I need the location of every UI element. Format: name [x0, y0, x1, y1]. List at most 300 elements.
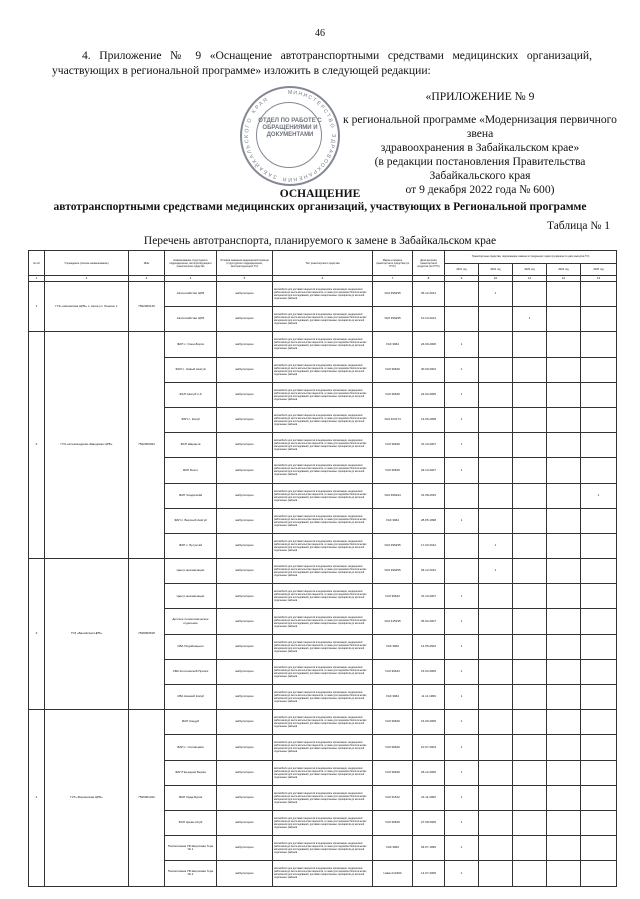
cell-year-mark	[479, 836, 513, 861]
table-body	[29, 276, 617, 887]
stamp-ring-letter: О	[318, 161, 326, 169]
cell-year-mark	[479, 407, 513, 432]
cell-year-mark	[445, 307, 479, 332]
stamp-ring-letter: Ь	[245, 144, 252, 149]
stamp-ring-letter: Р	[254, 104, 262, 111]
cell-date: 11.11.1999	[413, 685, 445, 710]
cell-year-mark	[513, 785, 547, 810]
cell-type: автомобили для доставки пациентов в медицинские организации, медицинских работников до места жительства пациентов, а также для перевозки биологических материалов для исследований, доставки лекарственных препаратов до жителей отдаленных районов	[273, 634, 373, 659]
stamp-ring-letter: Е	[315, 100, 322, 108]
cell-date: 26.12.2005	[413, 760, 445, 785]
group-organization: ГУЗ «Александрово-Заводская ЦРБ»	[45, 332, 129, 559]
cell-year-mark	[581, 282, 617, 307]
cell-conditions: амбулаторно	[217, 785, 273, 810]
cell-year-mark	[547, 282, 581, 307]
cell-unit: Детское поликлиническое отделение	[165, 609, 217, 634]
cell-conditions: амбулаторно	[217, 810, 273, 835]
cell-year-mark	[513, 407, 547, 432]
stamp-center-text: ОТДЕЛ ПО РАБОТЕ С ОБРАЩЕНИЯМИ И ДОКУМЕНТАМИ	[258, 118, 322, 138]
cell-year-mark	[581, 382, 617, 407]
header-brand: Марка и модель транспортного средства (по ПТС)	[373, 251, 413, 276]
cell-year-mark	[479, 584, 513, 609]
cell-year-mark: 1	[445, 332, 479, 357]
cell-year-mark	[547, 407, 581, 432]
stamp-ring-letter: А	[257, 100, 265, 108]
stamp-ring-letter: И	[288, 176, 292, 182]
cell-year-mark	[547, 357, 581, 382]
cell-year-mark	[581, 357, 617, 382]
cell-brand: УАЗ 396294	[373, 483, 413, 508]
appendix-line: (в редакции постановления Правительства	[374, 155, 586, 168]
cell-year-mark	[547, 533, 581, 558]
cell-year-mark	[547, 584, 581, 609]
table-row	[29, 559, 617, 584]
page-number: 46	[315, 28, 325, 39]
cell-unit: Центр механизации	[165, 584, 217, 609]
cell-type: автомобили для доставки пациентов в медицинские организации, медицинских работников до места жительства пациентов, а также для перевозки биологических материалов для исследований, доставки лекарственных препаратов до жителей отдаленных районов	[273, 785, 373, 810]
cell-brand: УАЗ 396295	[373, 282, 413, 307]
cell-year-mark: 1	[445, 584, 479, 609]
cell-year-mark	[479, 785, 513, 810]
stamp-ring-letter: Р	[328, 143, 336, 149]
cell-year-mark: 1	[445, 634, 479, 659]
cell-year-mark	[479, 382, 513, 407]
cell-year-mark: 1	[445, 810, 479, 835]
appendix-line: Забайкальского края	[429, 169, 531, 182]
cell-date: 05.12.2013	[413, 282, 445, 307]
cell-year-mark	[547, 483, 581, 508]
stamp-ring-letter: С	[321, 108, 329, 115]
column-number: 1	[29, 276, 45, 282]
cell-year-mark: 1	[445, 785, 479, 810]
cell-year-mark: 1	[445, 382, 479, 407]
stamp-ring-letter: М	[288, 90, 293, 96]
cell-date: 14.07.2005	[413, 861, 445, 886]
stamp-ring-letter: А	[307, 170, 314, 178]
cell-year-mark	[547, 382, 581, 407]
cell-year-mark	[479, 433, 513, 458]
cell-year-mark	[581, 760, 617, 785]
cell-unit: ФАП с. Верхний Акатуй	[165, 508, 217, 533]
cell-year-mark	[513, 382, 547, 407]
cell-year-mark: 1	[581, 483, 617, 508]
cell-year-mark	[513, 508, 547, 533]
cell-year-mark	[479, 332, 513, 357]
cell-year-mark	[479, 659, 513, 684]
cell-year-mark	[513, 634, 547, 659]
cell-conditions: амбулаторно	[217, 433, 273, 458]
cell-conditions: амбулаторно	[217, 282, 273, 307]
cell-year-mark	[513, 458, 547, 483]
stamp-ring-letter: Е	[298, 174, 303, 182]
cell-type: автомобили для доставки пациентов в медицинские организации, медицинских работников до места жительства пациентов, а также для перевозки биологических материалов для исследований, доставки лекарственных препаратов до жителей отдаленных районов	[273, 533, 373, 558]
stamp-ring-letter: Х	[315, 164, 323, 172]
cell-type: автомобили для доставки пациентов в медицинские организации, медицинских работников до места жительства пациентов, а также для перевозки биологических материалов для исследований, доставки лекарственных препаратов до жителей отдаленных районов	[273, 483, 373, 508]
cell-year-mark	[581, 458, 617, 483]
stamp-ring-letter: А	[258, 164, 265, 172]
column-number: 7	[373, 276, 413, 282]
cell-type: автомобили для доставки пациентов в медицинские организации, медицинских работников до места жительства пациентов, а также для перевозки биологических материалов для исследований, доставки лекарственных препаратов до жителей отдаленных районов	[273, 433, 373, 458]
header-year: 2021 год	[445, 263, 479, 276]
document-title	[0, 188, 640, 214]
cell-year-mark	[547, 785, 581, 810]
cell-date: 22.03.2005	[413, 382, 445, 407]
cell-year-mark	[479, 508, 513, 533]
cell-year-mark	[513, 584, 547, 609]
cell-type: автомобили для доставки пациентов в медицинские организации, медицинских работников до места жительства пациентов, а также для перевозки биологических материалов для исследований, доставки лекарственных препаратов до жителей отдаленных районов	[273, 659, 373, 684]
stamp-ring-letter: З	[272, 172, 278, 180]
cell-unit: СВА Подойницыно	[165, 634, 217, 659]
cell-year-mark	[479, 307, 513, 332]
cell-year-mark	[547, 836, 581, 861]
cell-year-mark	[445, 282, 479, 307]
group-inn: 7502000149	[129, 282, 165, 332]
cell-year-mark: 1	[513, 307, 547, 332]
header-year: 2022 год	[479, 263, 513, 276]
cell-year-mark: 1	[445, 710, 479, 735]
cell-year-mark	[513, 533, 547, 558]
cell-conditions: амбулаторно	[217, 533, 273, 558]
group-number: 1	[29, 282, 45, 332]
stamp-ring-letter: А	[326, 148, 334, 154]
stamp-ring-letter: О	[328, 123, 336, 129]
group-number: 4	[29, 710, 45, 886]
stamp-ring-letter: В	[324, 152, 332, 159]
cell-brand: УАЗ 3962	[373, 332, 413, 357]
cell-year-mark	[547, 307, 581, 332]
cell-type: автомобили для доставки пациентов в медицинские организации, медицинских работников до места жительства пациентов, а также для перевозки биологических материалов для исследований, доставки лекарственных препаратов до жителей отдаленных районов	[273, 508, 373, 533]
cell-year-mark: 1	[445, 407, 479, 432]
stamp-ring-letter: Я	[282, 175, 288, 182]
cell-year-mark	[547, 685, 581, 710]
appendix-header	[340, 90, 620, 197]
header-years: Транспортные средства, подлежащие замене в следующих годах (в разрезе по дате выпуска ТС)	[445, 251, 617, 264]
cell-type: автомобили для доставки пациентов в медицинские организации, медицинских работников до места жительства пациентов, а также для перевозки биологических материалов для исследований, доставки лекарственных препаратов до жителей отдаленных районов	[273, 458, 373, 483]
cell-type: автомобили для доставки пациентов в медицинские организации, медицинских работников до места жительства пациентов, а также для перевозки биологических материалов для исследований, доставки лекарственных препаратов до жителей отдаленных районов	[273, 710, 373, 735]
cell-year-mark: 1	[445, 685, 479, 710]
cell-brand: Нива 212300	[373, 861, 413, 886]
cell-year-mark	[581, 659, 617, 684]
cell-unit: ФАП с. Онон-Борзя	[165, 332, 217, 357]
appendix-line: к региональной программе «Модернизация первичного звена	[343, 113, 617, 140]
cell-year-mark: 1	[479, 533, 513, 558]
cell-conditions: амбулаторно	[217, 357, 273, 382]
cell-year-mark	[581, 785, 617, 810]
cell-date: 14.05.2004	[413, 634, 445, 659]
group-organization: ГУЗ «Борзинская ЦРБ»	[45, 710, 129, 886]
cell-brand: УАЗ 396295	[373, 307, 413, 332]
cell-date: 04.07.1995	[413, 836, 445, 861]
stamp-ring-letter: Л	[246, 148, 254, 155]
cell-brand: УАЗ 39629	[373, 357, 413, 382]
cell-conditions: амбулаторно	[217, 760, 273, 785]
column-number: 8	[413, 276, 445, 282]
cell-unit: ФАП Бохто	[165, 458, 217, 483]
cell-type: автомобили для доставки пациентов в медицинские организации, медицинских работников до места жительства пациентов, а также для перевозки биологических материалов для исследований, доставки лекарственных препаратов до жителей отдаленных районов	[273, 559, 373, 584]
cell-year-mark	[581, 634, 617, 659]
cell-brand: УАЗ 3962	[373, 836, 413, 861]
cell-year-mark	[547, 559, 581, 584]
cell-type: автомобили для доставки пациентов в медицинские организации, медицинских работников до места жительства пациентов, а также для перевозки биологических материалов для исследований, доставки лекарственных препаратов до жителей отдаленных районов	[273, 735, 373, 760]
cell-year-mark	[581, 710, 617, 735]
cell-unit: Центр механизации	[165, 559, 217, 584]
cell-year-mark	[581, 407, 617, 432]
cell-date: 10.10.2014	[413, 307, 445, 332]
cell-brand: УАЗ 3962	[373, 685, 413, 710]
cell-year-mark	[581, 332, 617, 357]
cell-year-mark	[513, 559, 547, 584]
cell-unit: Поликлиника УБ Шерловая Гора № 1	[165, 836, 217, 861]
cell-year-mark	[547, 634, 581, 659]
cell-year-mark	[581, 810, 617, 835]
cell-unit: ФАП с. Кокуй	[165, 407, 217, 432]
cell-brand: УАЗ 31512	[373, 785, 413, 810]
cell-conditions: амбулаторно	[217, 559, 273, 584]
cell-year-mark	[479, 735, 513, 760]
title-main: ОСНАЩЕНИЕ	[279, 188, 361, 200]
intro-paragraph: 4. Приложение № 9 «Оснащение автотранспортными средствами медицинских организаций, участвующих в региональной программе» изложить в следующей редакции:	[52, 49, 592, 77]
cell-date: 24.09.2006	[413, 332, 445, 357]
cell-year-mark	[581, 433, 617, 458]
cell-year-mark	[513, 735, 547, 760]
cell-year-mark: 1	[445, 861, 479, 886]
cell-year-mark	[581, 735, 617, 760]
cell-conditions: амбулаторно	[217, 710, 273, 735]
cell-date: 04.12.2012	[413, 559, 445, 584]
cell-unit: СВА Нижний Кокуй	[165, 685, 217, 710]
cell-conditions: амбулаторно	[217, 659, 273, 684]
stamp-ring-letter: С	[306, 94, 313, 102]
cell-conditions: амбулаторно	[217, 458, 273, 483]
cell-year-mark	[479, 861, 513, 886]
cell-year-mark: 1	[445, 609, 479, 634]
cell-year-mark	[581, 609, 617, 634]
cell-date: 29.10.2007	[413, 458, 445, 483]
cell-type: автомобили для доставки пациентов в медицинские организации, медицинских работников до места жительства пациентов, а также для перевозки биологических материалов для исследований, доставки лекарственных препаратов до жителей отдаленных районов	[273, 584, 373, 609]
cell-conditions: амбулаторно	[217, 861, 273, 886]
cell-year-mark	[581, 685, 617, 710]
cell-date: 31.10.2007	[413, 433, 445, 458]
stamp-ring-letter: З	[330, 134, 336, 138]
stamp-ring-letter: О	[321, 157, 329, 164]
cell-year-mark	[479, 810, 513, 835]
cell-year-mark	[547, 710, 581, 735]
cell-conditions: амбулаторно	[217, 584, 273, 609]
cell-conditions: амбулаторно	[217, 508, 273, 533]
cell-year-mark	[513, 659, 547, 684]
header-org: Учреждение (полное наименование)	[45, 251, 129, 276]
column-number: 13	[581, 276, 617, 282]
cell-type: автомобили для доставки пациентов в медицинские организации, медицинских работников до места жительства пациентов, а также для перевозки биологических материалов для исследований, доставки лекарственных препаратов до жителей отдаленных районов	[273, 382, 373, 407]
stamp-ring-letter: В	[326, 117, 334, 124]
table-header-row	[29, 251, 617, 264]
header-conditions: Условия оказания медицинской помощи (структурного подразделения, эксплуатирующего ТС)	[217, 251, 273, 276]
column-number: 10	[479, 276, 513, 282]
cell-year-mark	[581, 508, 617, 533]
cell-type: автомобили для доставки пациентов в медицинские организации, медицинских работников до места жительства пациентов, а также для перевозки биологических материалов для исследований, доставки лекарственных препаратов до жителей отдаленных районов	[273, 357, 373, 382]
cell-year-mark	[513, 836, 547, 861]
cell-year-mark	[513, 433, 547, 458]
cell-year-mark	[547, 458, 581, 483]
cell-unit: ФАП Чиндагатай	[165, 483, 217, 508]
cell-unit: СВА Колочинский Прииск	[165, 659, 217, 684]
cell-date: 27.08.2005	[413, 810, 445, 835]
table-row	[29, 282, 617, 307]
cell-brand: УАЗ 39623	[373, 659, 413, 684]
column-number: 9	[445, 276, 479, 282]
stamp-ring-letter: Г	[244, 124, 252, 129]
stamp-ring-letter: К	[251, 157, 259, 164]
official-stamp	[240, 86, 340, 186]
cell-type: автомобили для доставки пациентов в медицинские организации, медицинских работников до места жительства пациентов, а также для перевозки биологических материалов для исследований, доставки лекарственных препаратов до жителей отдаленных районов	[273, 810, 373, 835]
cell-brand: УАЗ 323174	[373, 407, 413, 432]
cell-year-mark	[547, 861, 581, 886]
cell-date: 28.05.1998	[413, 508, 445, 533]
cell-year-mark	[547, 735, 581, 760]
column-number: 12	[547, 276, 581, 282]
cell-conditions: амбулаторно	[217, 407, 273, 432]
cell-type: автомобили для доставки пациентов в медицинские организации, медицинских работников до места жительства пациентов, а также для перевозки биологических материалов для исследований, доставки лекарственных препаратов до жителей отдаленных районов	[273, 307, 373, 332]
cell-year-mark	[513, 760, 547, 785]
stamp-ring-letter: Я	[262, 97, 269, 105]
cell-year-mark	[479, 458, 513, 483]
table-caption: Перечень автотранспорта, планируемого к замене в Забайкальском крае	[143, 235, 497, 247]
cell-year-mark	[547, 810, 581, 835]
cell-brand: УАЗ 3962	[373, 508, 413, 533]
stamp-ring-letter: А	[248, 153, 256, 160]
stamp-ring-letter: А	[267, 170, 274, 178]
stamp-ring-letter: Й	[254, 161, 262, 169]
cell-unit: ФАП с. Новый Акатуй	[165, 357, 217, 382]
cell-brand: УАЗ 39629	[373, 735, 413, 760]
cell-date: 24.11.2000	[413, 785, 445, 810]
cell-brand: УАЗ 39629	[373, 458, 413, 483]
group-number: 2	[29, 332, 45, 559]
cell-unit: ФАП Хада-Булак	[165, 785, 217, 810]
cell-year-mark	[479, 760, 513, 785]
cell-year-mark	[479, 357, 513, 382]
stamp-ring-letter: О	[246, 117, 254, 124]
cell-year-mark	[581, 836, 617, 861]
cell-conditions: амбулаторно	[217, 609, 273, 634]
cell-date: 10.07.2004	[413, 735, 445, 760]
cell-unit: ФАП Передняя Бырка	[165, 760, 217, 785]
cell-type: автомобили для доставки пациентов в медицинские организации, медицинских работников до места жительства пациентов, а также для перевозки биологических материалов для исследований, доставки лекарственных препаратов до жителей отдаленных районов	[273, 282, 373, 307]
cell-brand: УАЗ 396255	[373, 559, 413, 584]
cell-year-mark	[513, 332, 547, 357]
header-num: № п/п	[29, 251, 45, 276]
cell-unit: ФАП Шаранча	[165, 433, 217, 458]
cell-date: 17.03.2012	[413, 533, 445, 558]
cell-year-mark	[513, 483, 547, 508]
cell-year-mark: 1	[445, 735, 479, 760]
cell-type: автомобили для доставки пациентов в медицинские организации, медицинских работников до места жительства пациентов, а также для перевозки биологических материалов для исследований, доставки лекарственных препаратов до жителей отдаленных районов	[273, 609, 373, 634]
stamp-ring-letter: Н	[302, 172, 309, 180]
cell-year-mark	[547, 433, 581, 458]
cell-year-mark	[445, 533, 479, 558]
stamp-ring-letter: Т	[311, 97, 318, 104]
stamp-ring-letter: Б	[262, 168, 269, 175]
title-subtitle: автотранспортными средствами медицинских организаций, участвующих в Региональной программе	[53, 201, 587, 213]
group-inn: 7528000518	[129, 559, 165, 710]
cell-year-mark	[513, 810, 547, 835]
cell-conditions: амбулаторно	[217, 685, 273, 710]
cell-year-mark	[581, 861, 617, 886]
stamp-ring-letter: К	[244, 134, 250, 138]
cell-year-mark: 1	[445, 508, 479, 533]
cell-conditions: амбулаторно	[217, 735, 273, 760]
cell-unit: ФАП Цаган-Олуй	[165, 810, 217, 835]
cell-year-mark	[513, 685, 547, 710]
cell-brand: УАЗ 39629	[373, 810, 413, 835]
cell-year-mark: 1	[479, 282, 513, 307]
stamp-ring-letter: Р	[318, 103, 326, 111]
cell-date: 13.06.2008	[413, 407, 445, 432]
cell-year-mark	[513, 282, 547, 307]
stamp-ring-letter: Р	[311, 167, 318, 175]
cell-year-mark	[513, 710, 547, 735]
stamp-ring-letter: Д	[329, 138, 336, 144]
cell-brand: УАЗ 39629	[373, 710, 413, 735]
cell-conditions: амбулаторно	[217, 634, 273, 659]
stamp-ring-letter: К	[251, 109, 258, 115]
cell-date: 16.09.2005	[413, 710, 445, 735]
cell-year-mark	[479, 609, 513, 634]
cell-year-mark	[581, 559, 617, 584]
cell-year-mark	[581, 584, 617, 609]
cell-year-mark: 1	[445, 357, 479, 382]
cell-brand: УАЗ 39623	[373, 584, 413, 609]
cell-unit: ФАП с. Соловьевск	[165, 735, 217, 760]
cell-year-mark	[479, 634, 513, 659]
cell-year-mark	[513, 609, 547, 634]
cell-year-mark	[479, 710, 513, 735]
column-number: 11	[513, 276, 547, 282]
table-row	[29, 332, 617, 357]
column-number: 5	[217, 276, 273, 282]
cell-year-mark: 1	[445, 836, 479, 861]
table-row	[29, 710, 617, 735]
cell-type: автомобили для доставки пациентов в медицинские организации, медицинских работников до места жительства пациентов, а также для перевозки биологических материалов для исследований, доставки лекарственных препаратов до жителей отдаленных районов	[273, 407, 373, 432]
stamp-ring-letter: И	[302, 92, 308, 100]
cell-year-mark	[581, 307, 617, 332]
cell-brand: УАЗ 315195	[373, 609, 413, 634]
cell-date: 05.02.2007	[413, 609, 445, 634]
header-year: 2023 год	[513, 263, 547, 276]
cell-conditions: амбулаторно	[217, 836, 273, 861]
appendix-heading: «ПРИЛОЖЕНИЕ № 9	[425, 90, 535, 103]
cell-year-mark	[445, 483, 479, 508]
column-number: 3	[129, 276, 165, 282]
cell-year-mark: 1	[445, 458, 479, 483]
cell-year-mark	[547, 659, 581, 684]
header-type: Тип транспортного средства	[273, 251, 373, 276]
cell-conditions: амбулаторно	[217, 307, 273, 332]
cell-brand: УАЗ 39629	[373, 382, 413, 407]
cell-year-mark	[513, 357, 547, 382]
cell-year-mark: 1	[479, 559, 513, 584]
cell-unit: ФАП Кондуй	[165, 710, 217, 735]
header-year: 2025 год	[581, 263, 617, 276]
cell-date: 15.03.2005	[413, 659, 445, 684]
cell-conditions: амбулаторно	[217, 483, 273, 508]
appendix-line: от 9 декабря 2022 года № 600)	[405, 183, 555, 196]
header-date: Дата выпуска транспортного средства (по ПТС)	[413, 251, 445, 276]
header-unit: Наименование структурного подразделения, эксплуатирующего транспортное средство	[165, 251, 217, 276]
table-number: Таблица № 1	[546, 220, 610, 232]
cell-unit: Поликлиника УБ Шерловая Гора № 2	[165, 861, 217, 886]
cell-year-mark	[445, 559, 479, 584]
